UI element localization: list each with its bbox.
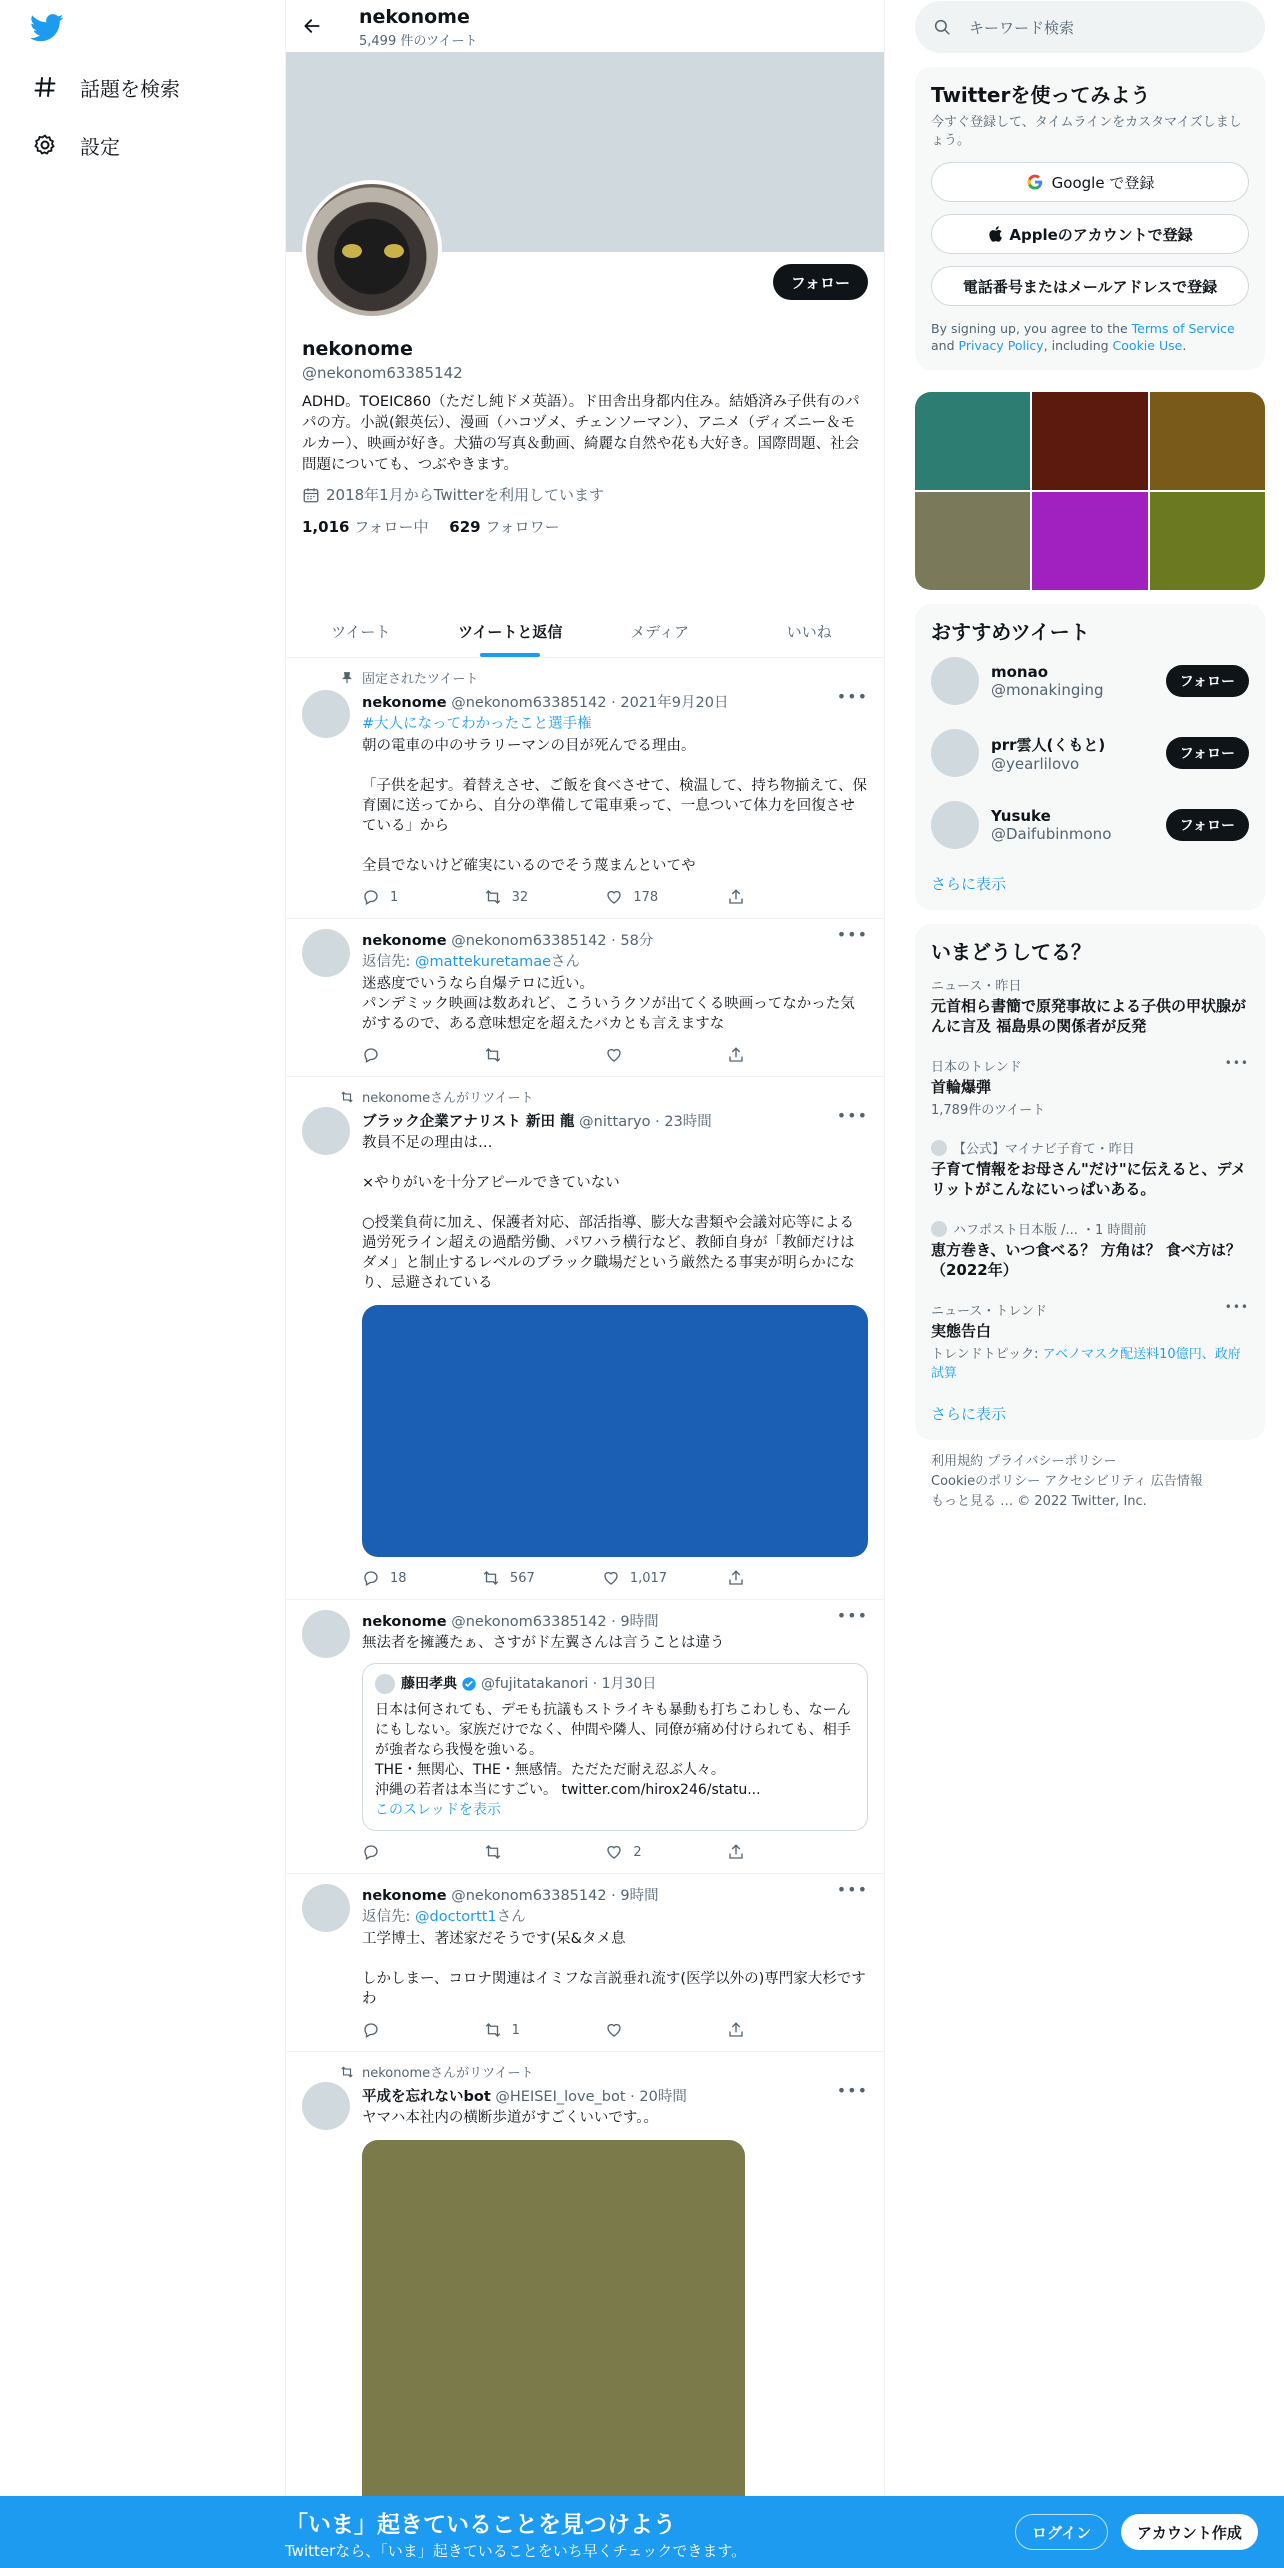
- tweet-time[interactable]: 58分: [620, 933, 654, 949]
- profile-name: nekonome: [302, 338, 413, 360]
- more-icon[interactable]: •••: [836, 925, 868, 944]
- back-arrow-icon[interactable]: [296, 10, 328, 42]
- followers-count: 629: [449, 518, 481, 536]
- retweet-icon: [484, 1843, 502, 1861]
- follow-button[interactable]: フォロー: [1166, 809, 1249, 841]
- search-placeholder: キーワード検索: [969, 18, 1075, 37]
- terms-pre: By signing up, you agree to the: [931, 321, 1132, 336]
- reply-button[interactable]: [362, 1843, 422, 1861]
- heart-icon: [605, 2021, 623, 2039]
- share-icon: [727, 2021, 745, 2039]
- heart-icon: [605, 1843, 623, 1861]
- reply-to-line: [362, 952, 868, 972]
- google-signup-label: Google で登録: [1051, 173, 1155, 192]
- more-icon[interactable]: •••: [836, 2081, 868, 2100]
- tweet-hashtag[interactable]: #大人になってわかったこと選手権: [362, 716, 592, 732]
- following-link[interactable]: [302, 518, 429, 536]
- tweet-time[interactable]: 9時間: [620, 1888, 659, 1904]
- following-count: 1,016: [302, 518, 350, 536]
- tweet-context: [334, 668, 868, 687]
- trend-meta: ニュース・昨日: [931, 979, 1022, 994]
- footer-line[interactable]: もっと見る … © 2022 Twitter, Inc.: [931, 1494, 1147, 1509]
- author-name[interactable]: nekonome: [362, 695, 447, 711]
- author-handle[interactable]: @nekonom63385142: [451, 933, 607, 949]
- tweet[interactable]: [286, 2052, 884, 2568]
- tweet[interactable]: [286, 1874, 884, 2052]
- calendar-icon: [302, 486, 320, 504]
- tweet[interactable]: [286, 1077, 884, 1600]
- recommended-title: おすすめツイート: [931, 620, 1090, 644]
- avatar[interactable]: [302, 929, 350, 977]
- tweet[interactable]: [286, 1600, 884, 1874]
- trend-title: 元首相ら書簡で原発事故による子供の甲状腺がんに言及 福島県の関係者が反発: [931, 997, 1247, 1035]
- apple-icon: [987, 225, 1003, 243]
- media-thumb[interactable]: [1150, 492, 1265, 590]
- author-name[interactable]: nekonome: [362, 1614, 447, 1630]
- bottom-signup-bar: [0, 2496, 1284, 2568]
- phone-email-signup-button[interactable]: 電話番号またはメールアドレスで登録: [931, 266, 1249, 306]
- tweet-time[interactable]: 2021年9月20日: [620, 695, 729, 711]
- trends-card: [915, 924, 1265, 1440]
- share-icon: [727, 1843, 745, 1861]
- avatar[interactable]: [302, 2082, 350, 2130]
- trend-item[interactable]: [931, 965, 1249, 1046]
- author-handle[interactable]: @nekonom63385142: [451, 695, 607, 711]
- recommended-user[interactable]: [931, 645, 1249, 717]
- tweet-header: nekonome @nekonom63385142 · 2021年9月20日 •••: [362, 687, 868, 711]
- heart-icon: [605, 888, 623, 906]
- tweet-actions: [362, 2021, 787, 2039]
- tweet-actions: [362, 888, 787, 906]
- media-thumb[interactable]: [1032, 492, 1147, 590]
- quote-author-handle: @fujitatakanori: [481, 1676, 589, 1692]
- share-button[interactable]: [727, 888, 787, 906]
- trend-title: 首輪爆弾: [931, 1078, 992, 1096]
- tweet-time[interactable]: 20時間: [639, 2089, 687, 2105]
- show-thread-link[interactable]: このスレッドを表示: [375, 1802, 501, 1818]
- retweet-button[interactable]: [484, 1046, 544, 1064]
- trend-meta: 【公式】マイナビ子育て・昨日: [953, 1142, 1135, 1157]
- tweet-text: 工学博士、著述家だそうです(呆&タメ息 しかしまー、コロナ関連はイミフな言説垂れ流す(医学以外の)専門家大杉ですわ: [362, 1931, 866, 2007]
- google-signup-button[interactable]: [931, 162, 1249, 202]
- trend-count: 1,789件のツイート: [931, 1103, 1046, 1118]
- reply-icon: [362, 888, 380, 906]
- apple-signup-button[interactable]: [931, 214, 1249, 254]
- reply-to-handle[interactable]: @doctortt1: [415, 1909, 497, 1925]
- tweet-text: 無法者を擁護たぁ、さすがド左翼さんは言うことは違う: [362, 1635, 725, 1651]
- rec-user-handle: @Daifubinmono: [991, 825, 1112, 843]
- retweet-button[interactable]: [484, 888, 544, 906]
- quote-header: 藤田孝典 @fujitatakanori · 1月30日: [375, 1674, 855, 1694]
- terms-and: and: [931, 338, 959, 353]
- recommended-user[interactable]: [931, 717, 1249, 789]
- reply-count: 1: [390, 889, 399, 905]
- like-button[interactable]: [602, 1569, 667, 1587]
- avatar-cat-eye-right: [384, 244, 404, 258]
- avatar[interactable]: [931, 657, 979, 705]
- avatar[interactable]: [302, 1884, 350, 1932]
- like-button[interactable]: [605, 1046, 665, 1064]
- nav-explore-label: 話題を検索: [80, 76, 180, 101]
- trend-topic-prefix: トレンドトピック:: [931, 1347, 1043, 1362]
- share-icon: [727, 1046, 745, 1064]
- signup-terms: [931, 320, 1249, 354]
- terms-including: , including: [1043, 338, 1113, 353]
- like-count: 178: [633, 889, 659, 905]
- apple-signup-label: Appleのアカウントで登録: [1009, 225, 1193, 244]
- avatar[interactable]: [302, 1107, 350, 1155]
- cookie-use-link[interactable]: Cookie Use: [1112, 338, 1183, 353]
- reply-button[interactable]: [362, 888, 422, 906]
- show-more-link[interactable]: さらに表示: [931, 1405, 1007, 1423]
- trend-topic: [931, 1343, 1249, 1381]
- follow-button[interactable]: フォロー: [773, 264, 868, 300]
- share-button[interactable]: [727, 1843, 787, 1861]
- nav-settings[interactable]: [30, 125, 120, 165]
- more-icon[interactable]: •••: [1224, 1300, 1249, 1314]
- reply-icon: [362, 1569, 380, 1587]
- tab-tweets[interactable]: ツイート: [331, 623, 391, 641]
- profile-follow-stats: [302, 516, 560, 537]
- tweet-header: nekonome @nekonom63385142 · 58分 •••: [362, 925, 868, 949]
- followers-link[interactable]: [449, 518, 559, 536]
- recommended-user[interactable]: [931, 789, 1249, 861]
- follow-button[interactable]: フォロー: [1166, 665, 1249, 697]
- avatar[interactable]: [931, 801, 979, 849]
- heart-icon: [605, 1046, 623, 1064]
- terms-of-service-link[interactable]: Terms of Service: [1131, 321, 1235, 336]
- tweet-media-image[interactable]: [362, 1305, 868, 1557]
- more-icon[interactable]: •••: [836, 687, 868, 706]
- avatar[interactable]: [302, 690, 350, 738]
- share-button[interactable]: [727, 1046, 787, 1064]
- author-name[interactable]: nekonome: [362, 933, 447, 949]
- tweet-text: 迷惑度でいうなら自爆テロに近い。 パンデミック映画は数あれど、こういうクソが出てくる映画ってなかった気がするので、ある意味想定を超えたバカとも言えますな: [362, 976, 855, 1032]
- signup-title: Twitterを使ってみよう: [931, 83, 1151, 107]
- rec-user-handle: @yearlilovo: [991, 754, 1080, 773]
- retweet-count: 567: [509, 1570, 535, 1586]
- signup-card: [915, 67, 1265, 370]
- quote-text: 日本は何されても、デモも抗議もストライキも暴動も打ちこわしも、なーんにもしない。家族だけでなく、仲間や隣人、同僚が痛め付けられても、相手が強者なら我慢を強いる。 THE・無関心、THE・無感情。ただただ耐え忍ぶ人々。 沖縄の若者は本当にすごい。 twitter.com/hirox246/statu...: [375, 1702, 851, 1798]
- source-avatar: [931, 1221, 947, 1237]
- rec-user-handle: @monakinging: [991, 681, 1104, 699]
- followers-label: フォロワー: [485, 518, 560, 536]
- trend-title: 恵方巻き、いつ食べる？ 方角は？ 食べ方は？（2022年）: [931, 1241, 1241, 1279]
- like-button[interactable]: [605, 2021, 665, 2039]
- retweet-context-icon: [334, 1090, 354, 1104]
- retweet-button[interactable]: [482, 1569, 542, 1587]
- retweet-icon: [484, 888, 502, 906]
- author-handle[interactable]: @HEISEI_love_bot: [495, 2089, 626, 2105]
- share-icon: [727, 888, 745, 906]
- create-account-button[interactable]: アカウント作成: [1121, 2514, 1258, 2550]
- gear-icon: [30, 130, 60, 160]
- tweet-time[interactable]: 23時間: [664, 1114, 712, 1130]
- author-handle[interactable]: @nittaryo: [579, 1114, 651, 1130]
- more-icon[interactable]: •••: [836, 1106, 868, 1125]
- trend-meta-row: [931, 1138, 1249, 1157]
- profile-avatar[interactable]: [302, 180, 442, 320]
- profile-handle: @nekonom63385142: [302, 364, 463, 382]
- recommended-users-card: [915, 604, 1265, 910]
- tweet-actions: [362, 1046, 787, 1064]
- tweet-text: 教員不足の理由は… ×やりがいを十分アピールできていない ○授業負荷に加え、保護者対応、部活指導、膨大な書類や会議対応等による過労死ライン超えの過酷労働、パワハラ横行など、教師自身が「教師だけはダメ」と制止するレベルのブラック職場だという厳然たる事実が明らかになり、忌避されている: [362, 1135, 855, 1291]
- tweet-context: [334, 1087, 868, 1106]
- media-grid: [915, 392, 1265, 590]
- trend-item[interactable]: [931, 1128, 1249, 1209]
- reply-button[interactable]: [362, 2021, 422, 2039]
- profile-joined-text: 2018年1月からTwitterを利用しています: [326, 486, 604, 504]
- signup-subtitle: 今すぐ登録して、タイムラインをカスタマイズしましょう。: [931, 115, 1242, 148]
- like-button[interactable]: [605, 1843, 665, 1861]
- author-name[interactable]: ブラック企業アナリスト 新田 龍: [362, 1114, 575, 1130]
- bottom-subtitle: Twitterなら、「いま」起きていることをいち早くチェックできます。: [285, 2542, 747, 2560]
- pin-icon: [334, 671, 354, 685]
- reply-count: 18: [390, 1570, 407, 1586]
- retweet-icon: [482, 1569, 500, 1587]
- quote-time: 1月30日: [601, 1676, 657, 1692]
- trend-title: 実態告白: [931, 1322, 992, 1340]
- like-count: 2: [633, 1844, 642, 1860]
- following-label: フォロー中: [354, 518, 429, 536]
- profile-info: [286, 252, 884, 606]
- rec-user-name: prr雲人(くもと): [991, 735, 1106, 754]
- trend-meta: ハフポスト日本版 /... ・1 時間前: [953, 1223, 1147, 1238]
- source-avatar: [931, 1140, 947, 1156]
- avatar[interactable]: [302, 1610, 350, 1658]
- verified-icon: [461, 1676, 477, 1692]
- reply-icon: [362, 1843, 380, 1861]
- tweet-header: ブラック企業アナリスト 新田 龍 @nittaryo · 23時間 •••: [362, 1106, 868, 1130]
- reply-button[interactable]: [362, 1569, 422, 1587]
- hashtag-icon: [30, 72, 60, 102]
- left-navigation: [0, 0, 285, 2568]
- tweet-actions: [362, 1843, 787, 1861]
- tweet-actions: [362, 1569, 787, 1587]
- reply-icon: [362, 1046, 380, 1064]
- rec-user-name: monao: [991, 663, 1049, 681]
- tab-tweets-and-replies[interactable]: ツイートと返信: [436, 606, 586, 657]
- google-icon: [1026, 173, 1044, 191]
- more-icon[interactable]: •••: [836, 1880, 868, 1899]
- profile-joined: [302, 484, 604, 505]
- retweet-icon: [484, 1046, 502, 1064]
- header-tweet-count: 5,499 件のツイート: [359, 34, 478, 49]
- footer-links: [915, 1440, 1265, 1524]
- retweet-count: 1: [511, 2022, 520, 2038]
- follow-button[interactable]: フォロー: [1166, 737, 1249, 769]
- tweet-context-label: 固定されたツイート: [362, 672, 479, 687]
- header-name: nekonome: [359, 6, 470, 28]
- trend-meta: ニュース・トレンド: [931, 1304, 1048, 1319]
- reply-suffix: さん: [496, 1909, 526, 1925]
- bottom-title: 「いま」起きていることを見つけよう: [285, 2512, 676, 2538]
- retweet-button[interactable]: [484, 2021, 544, 2039]
- tweet-time[interactable]: 9時間: [620, 1614, 659, 1630]
- media-thumb[interactable]: [915, 492, 1030, 590]
- trend-item[interactable]: [931, 1209, 1249, 1290]
- trend-item[interactable]: [931, 1290, 1249, 1391]
- author-handle[interactable]: @nekonom63385142: [451, 1614, 607, 1630]
- share-button[interactable]: [727, 2021, 787, 2039]
- tweet-text: 朝の電車の中のサラリーマンの目が死んでる理由。 「子供を起す。着替えさせ、ご飯を食べさせて、検温して、持ち物揃えて、保育園に送ってから、自分の準備して電車乗って、一息ついて体力を回復させている」から 全員でないけど確実にいるのでそう蔑まんといてや: [362, 738, 868, 874]
- retweet-button[interactable]: [484, 1843, 544, 1861]
- trend-topic-link[interactable]: アベノマスク配送料10億円、政府試算: [931, 1347, 1241, 1381]
- reply-to-handle[interactable]: @mattekuretamae: [415, 954, 552, 970]
- main-column: [285, 0, 885, 2568]
- avatar[interactable]: [931, 729, 979, 777]
- tweet-context-label: nekonomeさんがリツイート: [362, 1091, 534, 1106]
- reply-prefix: 返信先:: [362, 1909, 415, 1925]
- tweet-header: nekonome @nekonom63385142 · 9時間 •••: [362, 1606, 868, 1630]
- tweet-header: 平成を忘れないbot @HEISEI_love_bot · 20時間 •••: [362, 2081, 868, 2105]
- search-box[interactable]: [915, 1, 1265, 53]
- quoted-tweet[interactable]: [362, 1663, 868, 1831]
- tweet-context-label: nekonomeさんがリツイート: [362, 2066, 534, 2081]
- nav-explore[interactable]: [30, 67, 180, 107]
- footer-line[interactable]: 利用規約 プライバシーポリシー: [931, 1454, 1117, 1469]
- right-sidebar: [915, 0, 1265, 1524]
- tweet[interactable]: [286, 658, 884, 919]
- trend-item[interactable]: [931, 1046, 1249, 1128]
- terms-end: .: [1182, 338, 1187, 353]
- retweet-context-icon: [334, 2065, 354, 2079]
- media-thumb[interactable]: [1150, 392, 1265, 490]
- search-icon: [933, 18, 951, 36]
- trend-meta-row: [931, 1219, 1249, 1238]
- author-handle[interactable]: @nekonom63385142: [451, 1888, 607, 1904]
- reply-button[interactable]: [362, 1046, 422, 1064]
- more-icon[interactable]: •••: [836, 1606, 868, 1625]
- tweet[interactable]: [286, 919, 884, 1077]
- avatar-cat-eye-left: [342, 244, 362, 258]
- media-thumb[interactable]: [1032, 392, 1147, 490]
- profile-tabs: [286, 606, 884, 658]
- like-count: 1,017: [629, 1570, 668, 1586]
- more-icon[interactable]: •••: [1224, 1056, 1249, 1070]
- tab-media[interactable]: メディア: [630, 623, 690, 641]
- reply-suffix: さん: [551, 954, 581, 970]
- profile-header-bar: [286, 0, 884, 52]
- reply-icon: [362, 2021, 380, 2039]
- author-name[interactable]: 平成を忘れないbot: [362, 2089, 491, 2105]
- reply-prefix: 返信先:: [362, 954, 415, 970]
- media-thumb[interactable]: [915, 392, 1030, 490]
- quote-avatar: [375, 1674, 395, 1694]
- trends-title: いまどうしてる？: [931, 940, 1091, 964]
- retweet-icon: [484, 2021, 502, 2039]
- tweet-text: ヤマハ本社内の横断歩道がすごくいいです。。: [362, 2110, 658, 2126]
- trend-title: 子育て情報をお母さん"だけ"に伝えると、デメリットがこんなにいっぱいある。: [931, 1160, 1247, 1198]
- trend-meta: 日本のトレンド: [931, 1060, 1022, 1075]
- show-more-link[interactable]: さらに表示: [931, 875, 1007, 893]
- rec-user-name: Yusuke: [991, 807, 1051, 825]
- author-name[interactable]: nekonome: [362, 1888, 447, 1904]
- privacy-policy-link[interactable]: Privacy Policy: [958, 338, 1044, 353]
- twitter-logo-icon[interactable]: [30, 14, 66, 44]
- profile-bio: ADHD。TOEIC860（ただし純ドメ英語）。ド田舎出身都内住み。結婚済み子供有のパパの方。小説(銀英伝）、漫画（ハコヅメ、チェンソーマン）、アニメ（ディズニー＆モルカー）、映画が好き。犬猫の写真＆動画、綺麗な自然や花も大好き。国際問題、社会問題についても、つぶやきます。: [302, 394, 860, 473]
- heart-icon: [602, 1569, 620, 1587]
- retweet-count: 32: [511, 889, 529, 905]
- tweet-context: [334, 2062, 868, 2081]
- tab-likes[interactable]: いいね: [786, 623, 832, 641]
- footer-line[interactable]: Cookieのポリシー アクセシビリティ 広告情報: [931, 1474, 1203, 1489]
- login-button[interactable]: ログイン: [1015, 2514, 1108, 2550]
- like-button[interactable]: [605, 888, 665, 906]
- share-button[interactable]: [727, 1569, 787, 1587]
- nav-settings-label: 設定: [80, 134, 120, 159]
- quote-author-name: 藤田孝典: [401, 1676, 457, 1692]
- reply-to-line: [362, 1907, 868, 1927]
- tweet-header: nekonome @nekonom63385142 · 9時間 •••: [362, 1880, 868, 1904]
- share-icon: [727, 1569, 745, 1587]
